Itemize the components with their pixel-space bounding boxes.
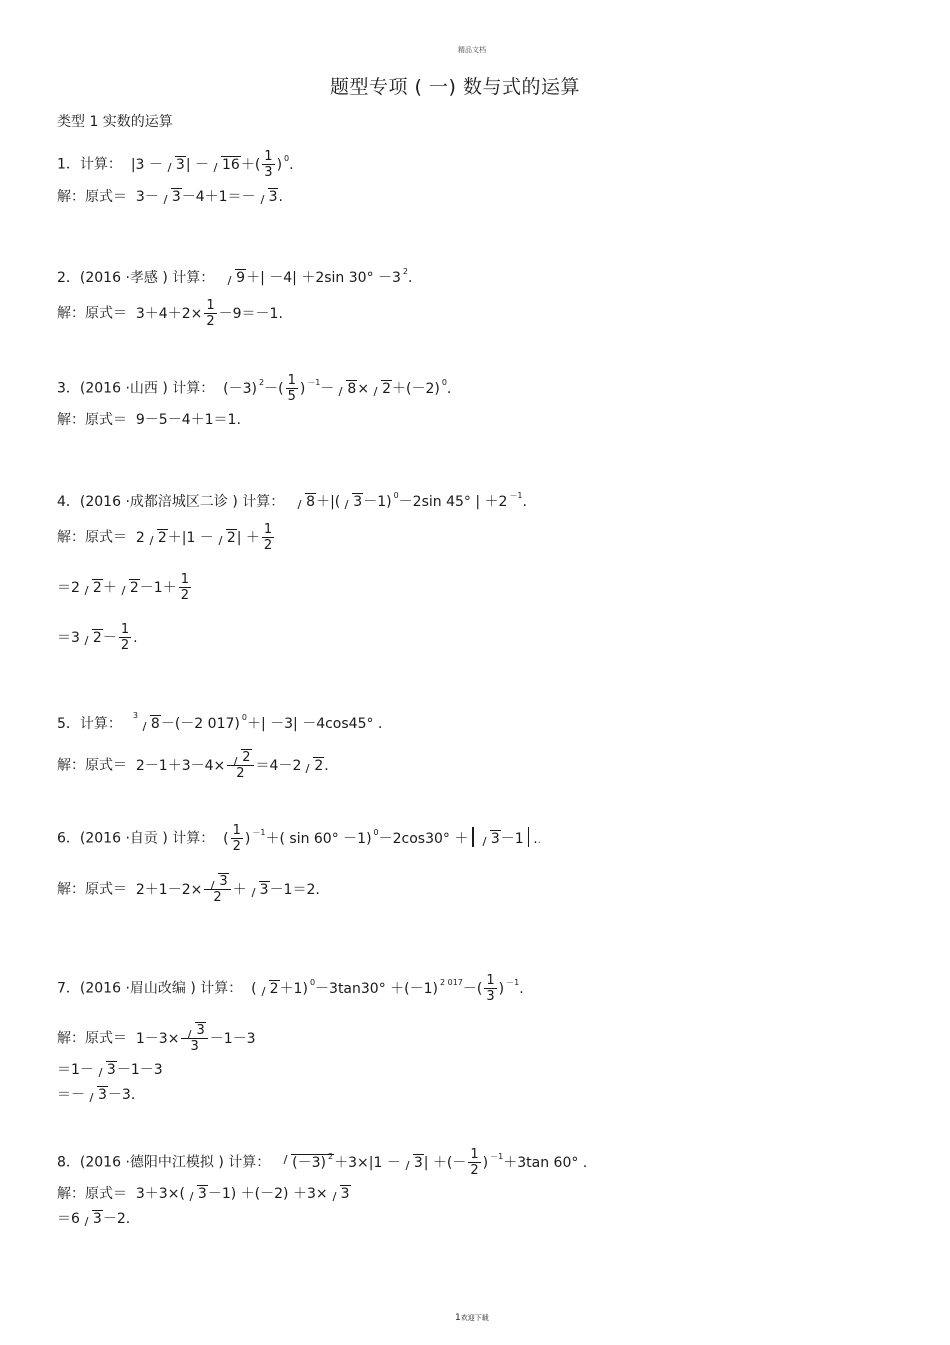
problem-label: 7．(2016 ·眉山改编 ) 计算： [57, 980, 243, 997]
problem-4 [57, 487, 527, 511]
math-expression: 3＋3×( 3－1) ＋(－2) ＋3× 3 [131, 1186, 350, 1202]
problem-7 [57, 973, 524, 1004]
problem-label: 2．(2016 ·孝感 ) 计算： [57, 270, 215, 286]
problem-label: 5．计算： [57, 716, 122, 732]
math-expression: ＝－ 3－3. [57, 1087, 136, 1103]
math-expression: 2＋1－2× $\frac{3}{2}$ ＋ 3－1＝2. [131, 874, 320, 905]
section-heading: 类型 1 实数的运算 [57, 114, 173, 130]
page-number: 1 [455, 1313, 461, 1323]
math-expression: 9＋| －4| ＋2sin 30° －3 $^2$. [219, 270, 413, 286]
solution-8 [57, 1185, 351, 1203]
solution-7 [57, 1023, 256, 1054]
solution-label: 解：原式＝ [57, 412, 127, 428]
solution-label: 解：原式＝ [57, 189, 127, 205]
math-expression: 9－5－4＋1＝1. [131, 412, 241, 428]
math-expression: 2－1＋3－4× $\frac{2}{2}$ ＝4－2 2. [131, 750, 329, 781]
solution-label: 解：原式＝ [57, 1186, 127, 1202]
solution-1 [57, 188, 283, 206]
solution-label: 解：原式＝ [57, 529, 127, 546]
solution-label: 解：原式＝ [57, 757, 127, 774]
math-expression: ( 2＋1) $^0$－3tan30° ＋(－1) $^{2 017}$－( $\frac{1}{3}$ ) $^{-1}$. [246, 973, 524, 1004]
math-expression: (－3) $^2$＋3×|1 － 3| ＋(－ $\frac{1}{2}$ ) $^{-1}$＋3tan 60° . [275, 1155, 588, 1171]
solution-4 [57, 522, 276, 553]
problem-label: 6．(2016 ·自贡 ) 计算： [57, 830, 215, 847]
problem-label: 8．(2016 ·德阳中江模拟 ) 计算： [57, 1154, 271, 1171]
math-expression: 8＋|( 3－1) $^0$－2sin 45° | ＋2 $^{-1}$. [289, 494, 527, 510]
math-expression: ＝3 2－ $\frac{1}{2}$ . [57, 622, 138, 653]
footer-text: 欢迎下载 [460, 1314, 489, 1322]
math-expression: ( $\frac{1}{2}$ ) $^{-1}$＋( sin 60° －1) $^0$－2cos30° ＋ 3－1 .. [218, 823, 541, 854]
problem-1 [57, 149, 294, 180]
math-expression: |3 － 3| － 16＋( $\frac{1}{3}$ ) $^0$. [126, 149, 294, 180]
problem-5 [57, 707, 382, 733]
solution-4-step-3 [57, 622, 138, 653]
solution-8-step-2 [57, 1210, 130, 1228]
solution-label: 解：原式＝ [57, 881, 127, 898]
math-expression: (－3) $^2$－( $\frac{1}{5}$ ) $^{-1}$－ 8× 2＋(－2) $^0$. [218, 373, 452, 404]
page-title: 题型专项 ( 一) 数与式的运算 [330, 76, 580, 98]
math-expression: 2 2＋|1 － 2| ＋ $\frac{1}{2}$ [131, 522, 273, 553]
math-expression: ＝6 3－2. [57, 1211, 131, 1227]
solution-3 [57, 411, 241, 429]
math-expression: 3＋4＋2× $\frac{1}{2}$ －9＝－1. [131, 298, 283, 329]
page-footer [455, 1313, 489, 1323]
problem-3 [57, 373, 451, 404]
solution-label: 解：原式＝ [57, 1030, 127, 1047]
problem-2 [57, 263, 412, 287]
math-expression: ＝2 2＋ 2－1＋ $\frac{1}{2}$ [57, 572, 189, 603]
solution-6 [57, 874, 320, 905]
solution-4-step-2 [57, 572, 193, 603]
math-expression: 3－ 3－4＋1＝－ 3. [131, 189, 283, 205]
math-expression: $^3$8－(－2 017) $^0$＋| －3| －4cos45° . [132, 711, 383, 732]
problem-6 [57, 823, 541, 854]
problem-label: 3．(2016 ·山西 ) 计算： [57, 380, 215, 397]
math-expression: ＝1－ 3－1－3 [57, 1062, 163, 1078]
solution-5 [57, 750, 329, 781]
problem-8 [57, 1147, 587, 1178]
solution-7-step-2 [57, 1061, 163, 1079]
solution-2 [57, 298, 283, 329]
solution-label: 解：原式＝ [57, 305, 127, 322]
header-watermark: 精品文档 [458, 46, 486, 54]
problem-label: 4．(2016 ·成都涪城区二诊 ) 计算： [57, 494, 285, 510]
solution-7-step-3 [57, 1086, 135, 1104]
problem-label: 1．计算： [57, 156, 122, 173]
math-expression: 1－3× $\frac{3}{3}$ －1－3 [131, 1023, 256, 1054]
